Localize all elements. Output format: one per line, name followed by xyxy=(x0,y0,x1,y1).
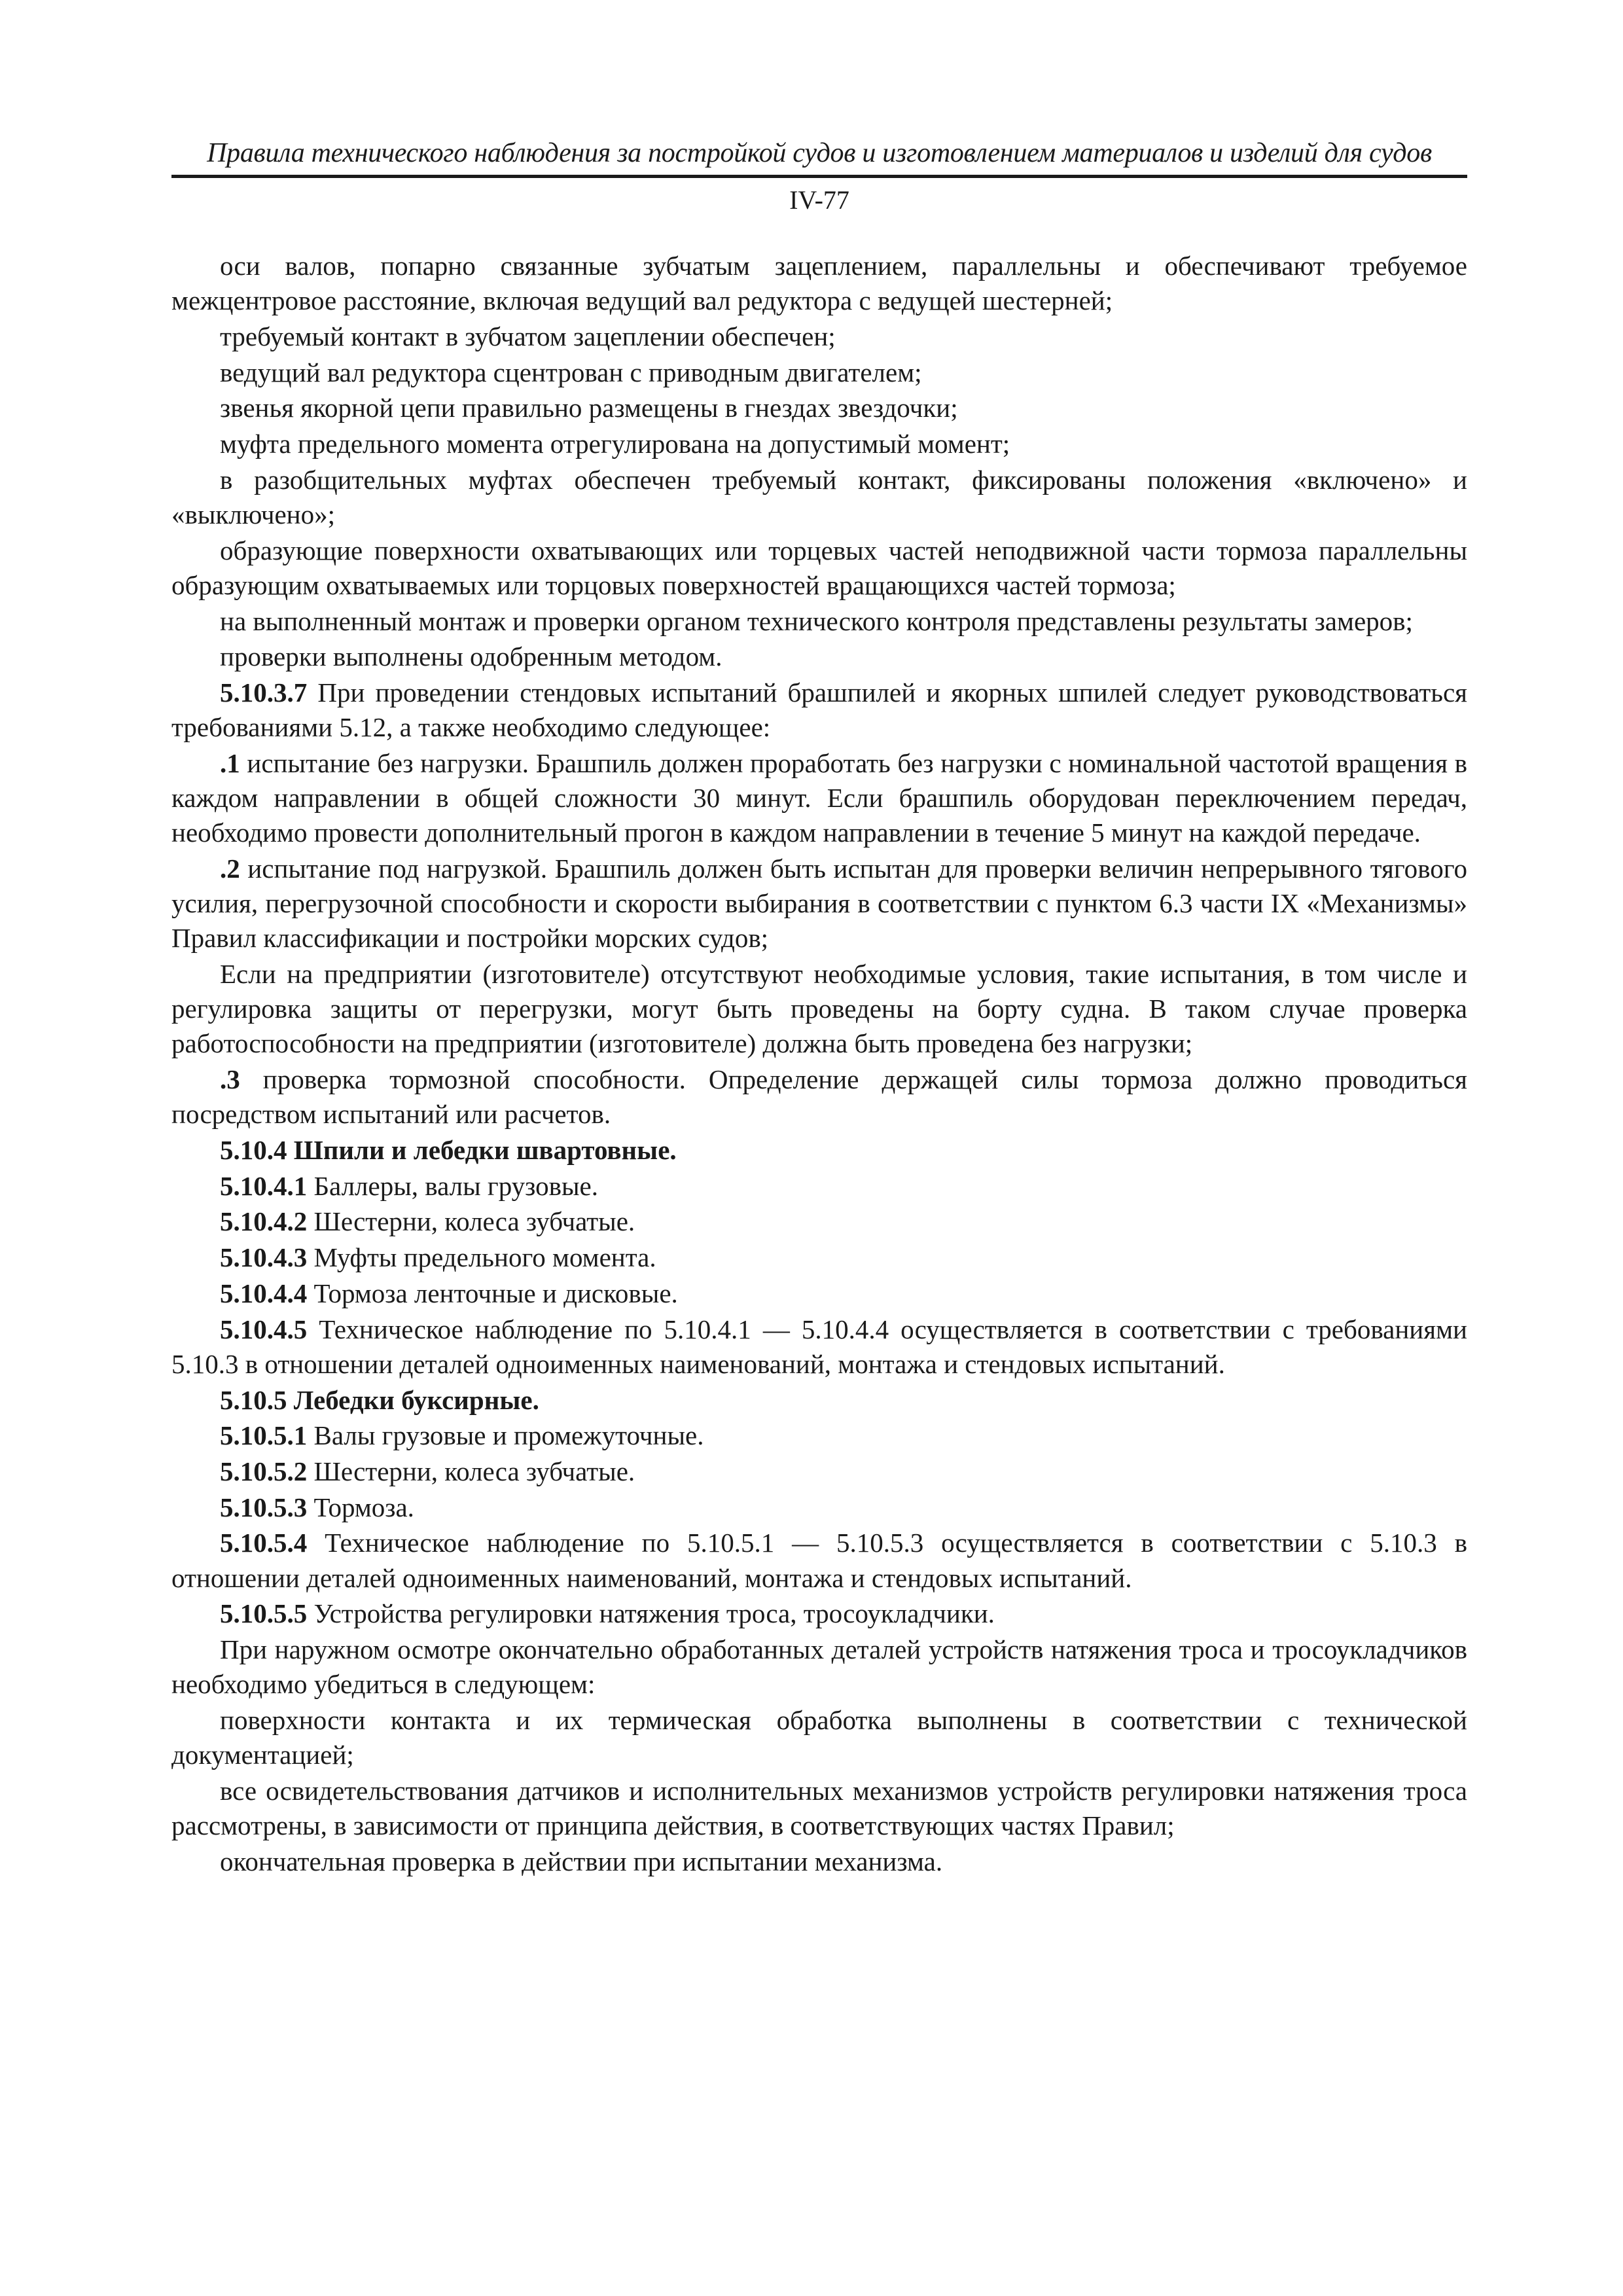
page-number: IV-77 xyxy=(789,185,849,215)
body-text xyxy=(171,249,1467,1879)
item-number: .2 xyxy=(220,853,240,884)
clause-number: 5.10.5.2 xyxy=(220,1456,308,1486)
document-page xyxy=(171,134,1467,1880)
paragraph: в разобщительных муфтах обеспечен требуемый контакт, фиксированы положения «включено» и «выключено»; xyxy=(171,464,1467,529)
paragraph: муфта предельного момента отрегулирована на допустимый момент; xyxy=(220,429,1010,459)
paragraph: ведущий вал редуктора сцентрован с приводным двигателем; xyxy=(220,357,922,387)
paragraph: поверхности контакта и их термическая обработка выполнены в соответствии с технической документацией; xyxy=(171,1704,1467,1770)
clause-5-10-5-1: 5.10.5.1 Валы грузовые и промежуточные. xyxy=(220,1420,704,1451)
clause-5-10-5-4: 5.10.5.4 Техническое наблюдение по 5.10.5.1 — 5.10.5.3 осуществляется в соответствии с 5.10.3 в отношении деталей одноименных наименований, монтажа и стендовых испытаний. xyxy=(171,1528,1467,1593)
clause-number: 5.10.3.7 xyxy=(220,677,308,708)
clause-5-10-4-4: 5.10.4.4 Тормоза ленточные и дисковые. xyxy=(220,1278,678,1308)
clause-5-10-5-5: 5.10.5.5 Устройства регулировки натяжения троса, тросоукладчики. xyxy=(220,1598,995,1629)
clause-number: 5.10.5.5 xyxy=(220,1598,308,1629)
clause-5-10-4-3: 5.10.4.3 Муфты предельного момента. xyxy=(220,1242,656,1273)
sub-item-1: .1 испытание без нагрузки. Брашпиль должен проработать без нагрузки с номинальной частотой вращения в каждом направлении в общей сложности 30 минут. Если брашпиль оборудован переключением передач, необходимо провести дополнительный прогон в каждом направлении в течение 5 минут на каждой передаче. xyxy=(171,747,1467,848)
running-header-title: Правила технического наблюдения за постройкой судов и изготовлением материалов и изделий для судов xyxy=(171,134,1467,178)
paragraph: проверки выполнены одобренным методом. xyxy=(220,641,722,672)
clause-number: 5.10.5.3 xyxy=(220,1492,308,1522)
paragraph: окончательная проверка в действии при испытании механизма. xyxy=(220,1846,943,1876)
clause-5-10-4-5: 5.10.4.5 Техническое наблюдение по 5.10.4.1 — 5.10.4.4 осуществляется в соответствии с требованиями 5.10.3 в отношении деталей одноименных наименований, монтажа и стендовых испытаний. xyxy=(171,1314,1467,1379)
clause-number: 5.10.4.3 xyxy=(220,1242,308,1273)
paragraph: звенья якорной цепи правильно размещены в гнездах звездочки; xyxy=(220,393,958,423)
paragraph: все освидетельствования датчиков и исполнительных механизмов устройств регулировки натяжения троса рассмотрены, в зависимости от принципа действия, в соответствующих частях Правил; xyxy=(171,1775,1467,1840)
item-number: .3 xyxy=(220,1064,240,1095)
clause-number: 5.10.4.1 xyxy=(220,1170,308,1201)
paragraph: оси валов, попарно связанные зубчатым зацеплением, параллельны и обеспечивают требуемое межцентровое расстояние, включая ведущий вал редуктора с ведущей шестерней; xyxy=(171,251,1467,316)
paragraph: Если на предприятии (изготовителе) отсутствуют необходимые условия, такие испытания, в том числе и регулировка защиты от перегрузки, могут быть проведены на борту судна. В таком случае проверка работоспособности на предприятии (изготовителе) должна быть проведена без нагрузки; xyxy=(171,959,1467,1059)
paragraph: на выполненный монтаж и проверки органом технического контроля представлены результаты замеров; xyxy=(220,605,1413,636)
sub-item-3: .3 проверка тормозной способности. Определение держащей силы тормоза должно проводиться посредством испытаний или расчетов. xyxy=(171,1064,1467,1130)
clause-number: 5.10.5.4 xyxy=(220,1528,308,1558)
clause-number: 5.10.4.2 xyxy=(220,1206,308,1237)
clause-number: 5.10.4.4 xyxy=(220,1278,308,1308)
clause-number: 5.10.4.5 xyxy=(220,1314,308,1344)
section-heading-5-10-4: 5.10.4 Шпили и лебедки швартовные. xyxy=(220,1135,677,1166)
clause-5-10-5-3: 5.10.5.3 Тормоза. xyxy=(220,1492,414,1522)
paragraph: требуемый контакт в зубчатом зацеплении обеспечен; xyxy=(220,321,836,351)
clause-number: 5.10.5.1 xyxy=(220,1420,308,1451)
section-heading-5-10-5: 5.10.5 Лебедки буксирные. xyxy=(220,1384,539,1415)
clause-5-10-4-1: 5.10.4.1 Баллеры, валы грузовые. xyxy=(220,1170,598,1201)
sub-item-2: .2 испытание под нагрузкой. Брашпиль должен быть испытан для проверки величин непрерывного тягового усилия, перегрузочной способности и скорости выбирания в соответствии с пунктом 6.3 части IX «Механизмы» Правил классификации и постройки морских судов; xyxy=(171,853,1467,954)
clause-5-10-3-7: 5.10.3.7 При проведении стендовых испытаний брашпилей и якорных шпилей следует руководствоваться требованиями 5.12, а также необходимо следующее: xyxy=(171,677,1467,743)
paragraph: образующие поверхности охватывающих или торцевых частей неподвижной части тормоза параллельны образующим охватываемых или торцовых поверхностей вращающихся частей тормоза; xyxy=(171,535,1467,600)
clause-5-10-5-2: 5.10.5.2 Шестерни, колеса зубчатые. xyxy=(220,1456,635,1486)
paragraph: При наружном осмотре окончательно обработанных деталей устройств натяжения троса и тросоукладчиков необходимо убедиться в следующем: xyxy=(171,1634,1467,1700)
clause-5-10-4-2: 5.10.4.2 Шестерни, колеса зубчатые. xyxy=(220,1206,635,1237)
item-number: .1 xyxy=(220,747,240,778)
